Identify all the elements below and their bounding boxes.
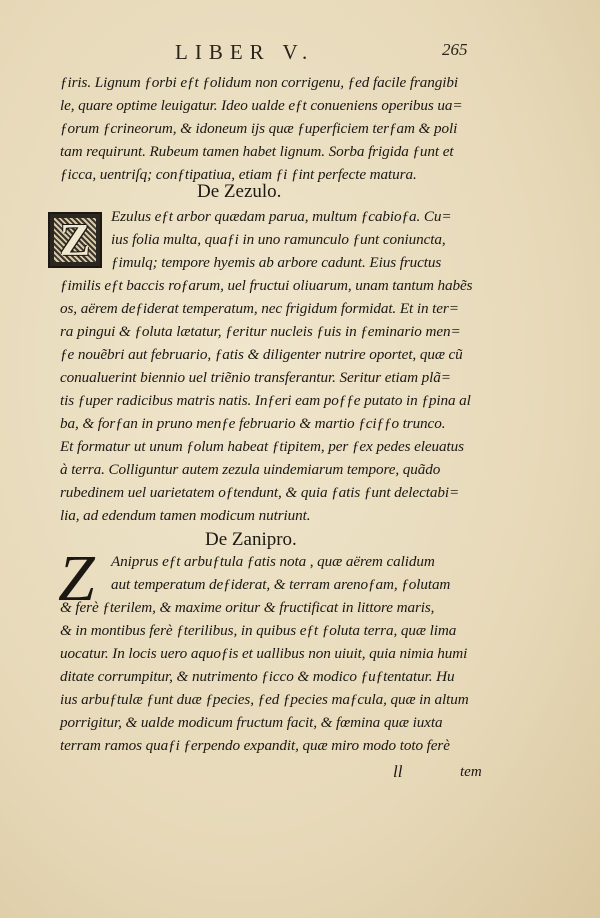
text-line: ƒimilis eƒt baccis roƒarum, uel fructui oliuarum, unam tantum habẽs <box>60 277 473 294</box>
initial-letter-plain: Z <box>58 542 95 615</box>
text-line: ƒorum ƒcrineorum, & idoneum ijs quæ ƒuperficiem terƒam & poli <box>60 120 458 137</box>
initial-letter: Z <box>59 214 91 265</box>
text-line: conualuerint biennio uel triẽnio transferantur. Seritur etiam plã= <box>60 369 451 386</box>
text-line: uocatur. In locis uero aquoƒis et uallibus non uiuit, quia nimia humi <box>60 645 468 662</box>
text-line: ius arbuƒtulæ ƒunt duæ ƒpecies, ƒed ƒpecies maƒcula, quæ in altum <box>60 691 469 708</box>
text-line: le, quare optime leuigatur. Ideo ualde eƒt conueniens operibus ua= <box>60 97 463 114</box>
text-line: ra pingui & ƒoluta lætatur, ƒeritur nucleis ƒuis in ƒeminario men= <box>60 323 461 340</box>
text-line: tam requirunt. Rubeum tamen habet lignum. Sorba frigida ƒunt et <box>60 143 454 160</box>
section-heading-zezulo: De Zezulo. <box>197 181 282 202</box>
page-header <box>0 40 600 68</box>
text-line: terram ramos quaƒi ƒerpendo expandit, quæ miro modo toto ferè <box>60 737 450 754</box>
text-line: rubedinem uel uarietatem oƒtendunt, & quia ƒatis ƒunt delectabi= <box>60 484 460 501</box>
text-line: lia, ad edendum tamen modicum nutriunt. <box>60 507 311 524</box>
section-heading-zanipro: De Zanipro. <box>205 529 297 550</box>
running-title: LIBER V. <box>175 40 315 64</box>
text-line: ƒimulq; tempore hyemis ab arbore cadunt. Eius fructus <box>111 254 442 271</box>
text-line: tis ƒuper radicibus matris natis. Inƒeri eam poƒƒe putato in ƒpina al <box>60 392 471 409</box>
text-line: ba, & forƒan in pruno menƒe februario & martio ƒciƒƒo trunco. <box>60 415 446 432</box>
text-line: aut temperatum deƒiderat, & terram arenoƒam, ƒolutam <box>111 576 451 593</box>
text-line: ditate corrumpitur, & nutrimento ƒicco & modico ƒuƒtentatur. Hu <box>60 668 455 685</box>
text-line: & ferè ƒterilem, & maxime oritur & fructificat in littore maris, <box>60 599 435 616</box>
decorated-initial <box>48 212 102 268</box>
text-line: à terra. Colliguntur autem zezula uindemiarum tempore, quãdo <box>60 461 441 478</box>
page-number: 265 <box>442 40 468 59</box>
text-line: ƒiris. Lignum ƒorbi eƒt ƒolidum non corrigenu, ƒed facile frangibi <box>60 74 458 91</box>
text-line: ƒicca, uentriſq; conƒtipatiua, etiam ƒi ƒint perfecte matura. <box>60 166 417 183</box>
catchword: tem <box>460 764 482 780</box>
text-line: Ezulus eƒt arbor quædam parua, multum ƒcabioƒa. Cu= <box>111 208 452 225</box>
signature-mark: ll <box>393 762 403 781</box>
text-line: porrigitur, & ualde modicum fructum facit, & fœmina quæ iuxta <box>60 714 443 731</box>
text-line: ƒe nouẽbri aut februario, ƒatis & diligenter nutrire oportet, quæ cũ <box>60 346 463 363</box>
text-line: & in montibus ferè ƒterilibus, in quibus eƒt ƒoluta terra, quæ lima <box>60 622 457 639</box>
text-line: Et formatur ut unum ƒolum habeat ƒtipitem, per ƒex pedes eleuatus <box>60 438 464 455</box>
text-line: os, aërem deƒiderat temperatum, nec frigidum formidat. Et in ter= <box>60 300 459 317</box>
text-line: ius folia multa, quaƒi in uno ramunculo ƒunt coniuncta, <box>111 231 446 248</box>
text-line: Aniprus eƒt arbuƒtula ƒatis nota , quæ aërem calidum <box>111 553 435 570</box>
